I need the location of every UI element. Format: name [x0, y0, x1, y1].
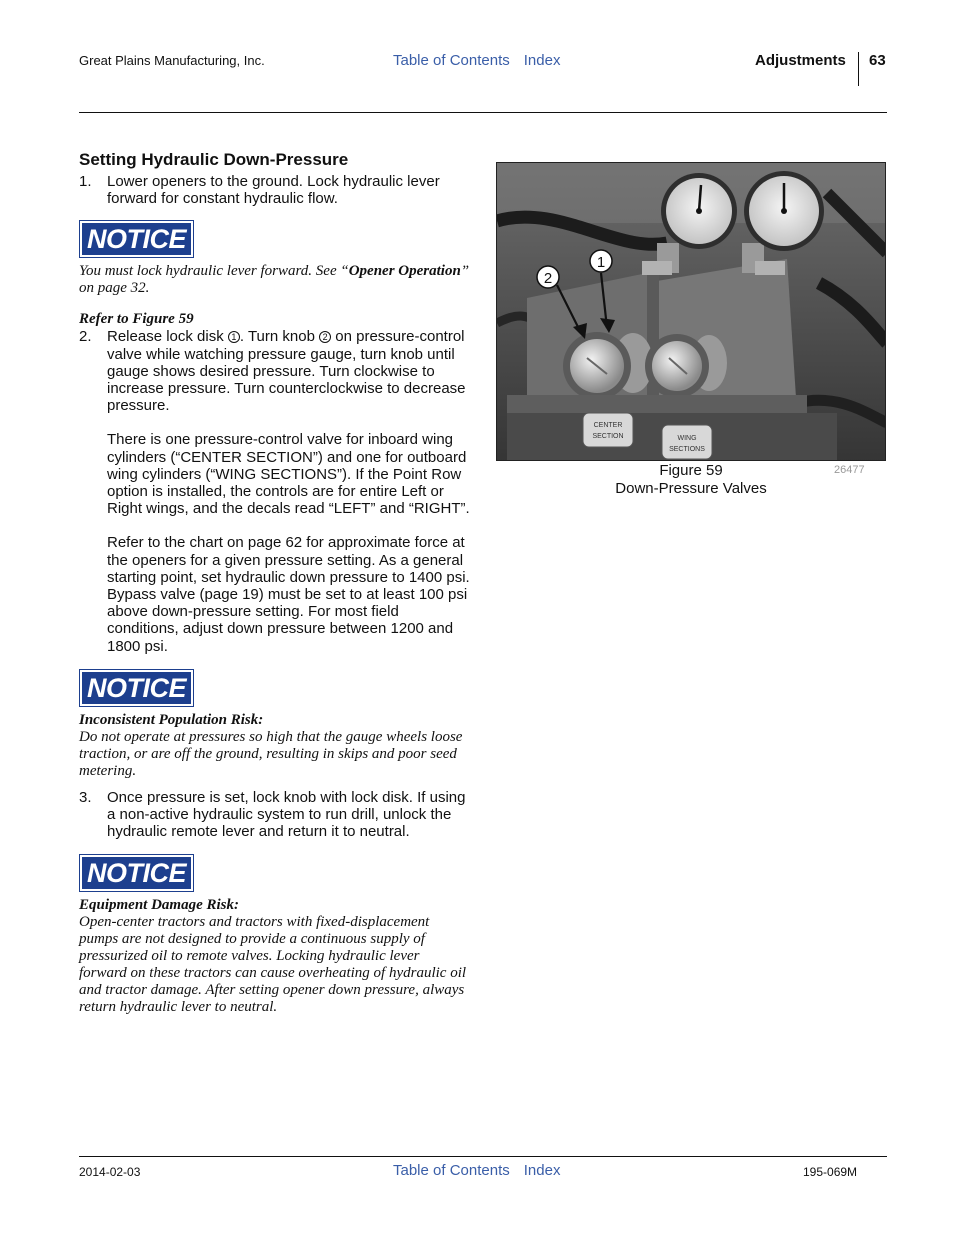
notice-heading: Inconsistent Population Risk: — [79, 711, 264, 728]
index-link[interactable]: Index — [523, 52, 561, 69]
notice-text: Open-center tractors and tractors with fixed-displacement pumps are not designed to provide a continuous supply of pressurized oil to remote valves. Locking hydraulic lever forward on these tractors can cause overheating of hydraulic oil and tractor damage. After setting opener down pressure, always return hydraulic lever to neutral. — [79, 914, 467, 1016]
figure-title: Down-Pressure Valves — [615, 479, 767, 497]
step-text: Release lock disk 1 . Turn knob 2 on pressure-control valve while watching pressure gauge, turn knob until gauge shows desired pressure. Turn clockwise to increase pressure. Turn counterclockwise to decrease pressure. — [107, 328, 466, 415]
step-text: Once pressure is set, lock knob with lock disk. If using a non-active hydraulic system to run drill, unlock the hydraulic remote lever and return it to neutral. — [107, 788, 466, 841]
step-number: 2. — [79, 328, 92, 346]
step-1 — [79, 173, 471, 207]
step-text: Lower openers to the ground. Lock hydraulic lever forward for constant hydraulic flow. — [107, 173, 440, 208]
section-title: Adjustments — [755, 52, 846, 69]
step-paragraph: There is one pressure-control valve for inboard wing cylinders (“CENTER SECTION”) and one for outboard wing cylinders (“WING SECTIONS”). If the Point Row option is installed, the controls are for entire Left or Right wings, and the decals read “LEFT” and “RIGHT”. — [107, 431, 470, 518]
callout-2-label: 2 — [543, 270, 553, 287]
toc-link[interactable]: Table of Contents — [393, 52, 510, 69]
notice-text: You must lock hydraulic lever forward. See “Opener Operation” on page 32. — [79, 263, 470, 297]
callout-1-label: 1 — [596, 254, 606, 271]
notice-text: Do not operate at pressures so high that the gauge wheels loose traction, or are off the ground, resulting in skips and poor seed metering. — [79, 728, 463, 779]
index-link[interactable]: Index — [523, 1162, 561, 1179]
step-2 — [79, 328, 471, 654]
decal-wing-line2: SECTIONS — [669, 446, 705, 453]
notice-badge: NOTICE — [80, 670, 193, 706]
publish-date: 2014-02-03 — [79, 1165, 141, 1179]
page-number: 63 — [869, 52, 886, 69]
callout-2-ref: 2 — [319, 331, 331, 343]
figure-reference: Refer to Figure 59 — [79, 311, 194, 328]
step-number: 1. — [79, 173, 92, 190]
down-pressure-valves-photo — [496, 162, 886, 461]
notice-badge: NOTICE — [80, 221, 193, 257]
figure-caption — [496, 462, 886, 497]
decal-center-line2: SECTION — [592, 433, 624, 440]
notice-badge: NOTICE — [80, 855, 193, 891]
step-3 — [79, 789, 471, 841]
toc-link[interactable]: Table of Contents — [393, 1162, 510, 1179]
header-rule — [79, 112, 887, 113]
callout-1-ref: 1 — [228, 331, 240, 343]
main-column — [79, 150, 471, 1016]
document-number: 195-069M — [803, 1165, 858, 1179]
company-name: Great Plains Manufacturing, Inc. — [79, 53, 265, 68]
header-nav — [393, 52, 574, 69]
footer-nav — [393, 1162, 574, 1179]
figure-number: Figure 59 — [659, 462, 723, 479]
step-paragraph: Refer to the chart on page 62 for approximate force at the openers for a given pressure setting. As a general starting point, set hydraulic down pressure to 1400 psi. Bypass valve (page 19) must be set to at least 100 psi above down-pressure setting. For most field conditions, adjust down pressure between 1200 and 1800 psi. — [107, 534, 470, 655]
footer-rule — [79, 1156, 887, 1157]
notice-heading: Equipment Damage Risk: — [79, 897, 240, 914]
step-number: 3. — [79, 788, 92, 806]
header-divider — [858, 52, 859, 86]
page-heading: Setting Hydraulic Down-Pressure — [79, 150, 349, 169]
decal-wing-line1: WING — [677, 435, 697, 442]
decal-center-line1: CENTER — [593, 422, 623, 429]
image-id: 26477 — [834, 464, 865, 476]
cross-ref: Opener Operation — [348, 263, 461, 280]
